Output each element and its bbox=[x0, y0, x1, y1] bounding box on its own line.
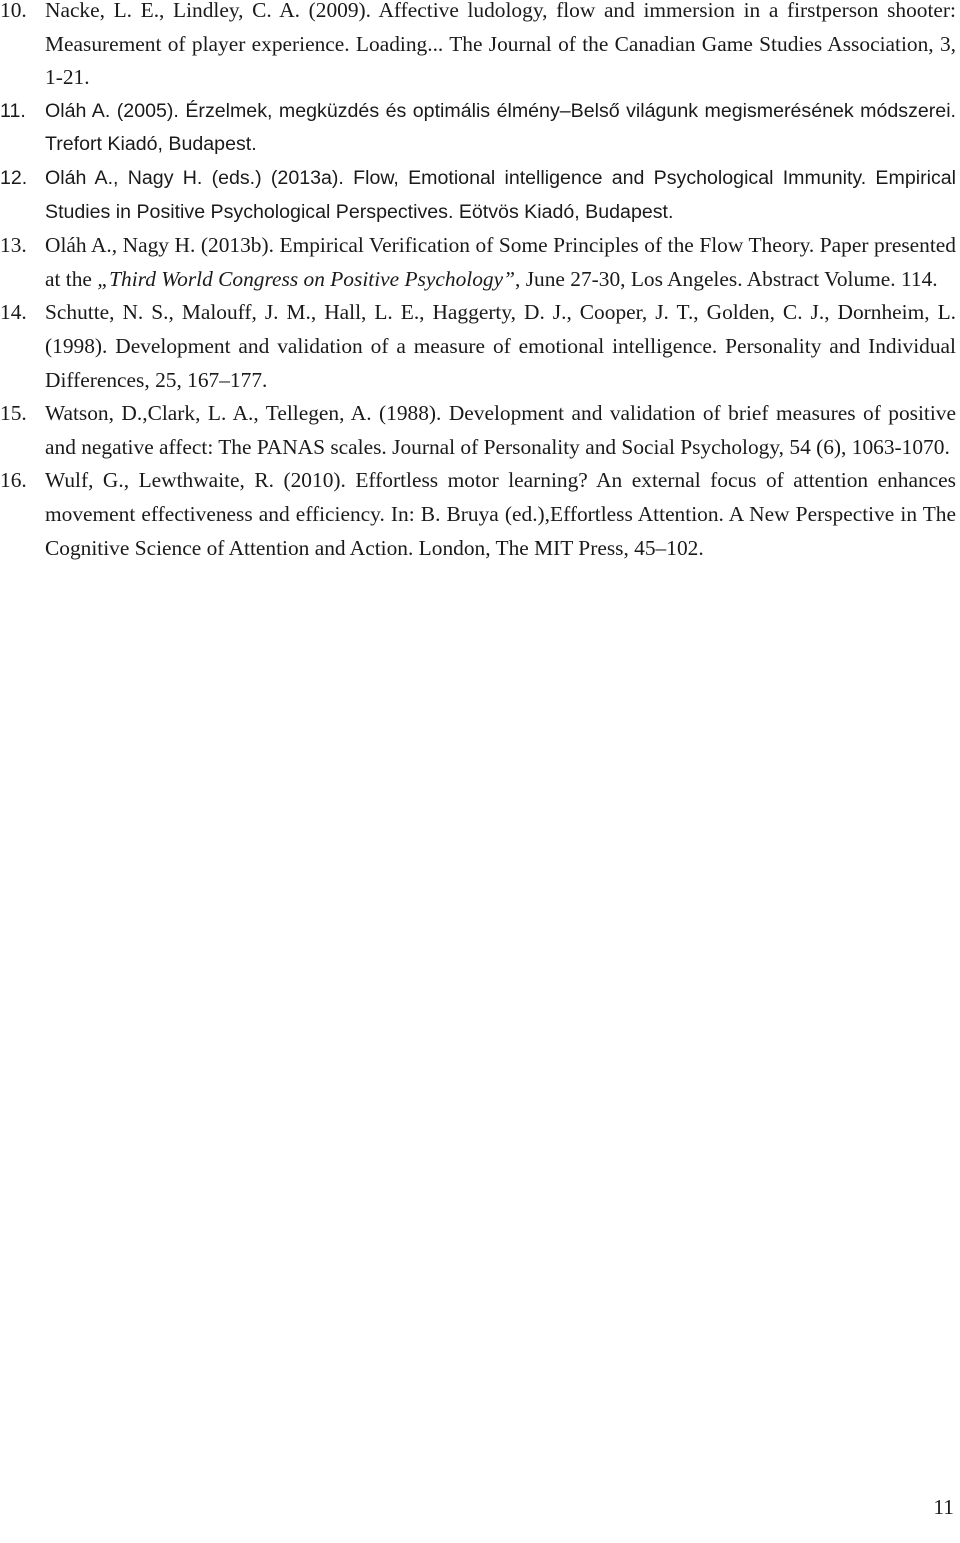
reference-text bbox=[45, 229, 956, 296]
reference-number: 13. bbox=[0, 233, 27, 258]
reference-text: Oláh A. (2005). Érzelmek, megküzdés és optimális élmény–Belső világunk megismerésének módszerei. Trefort Kiadó, Budapest. bbox=[45, 99, 956, 156]
reference-number: 15. bbox=[0, 401, 27, 426]
reference-number: 11. bbox=[0, 99, 26, 122]
reference-text-start: Oláh A., Nagy H. (2013b). Empirical Verification of Some Principles of the Flow Theory. Paper presented at the bbox=[45, 233, 956, 291]
reference-item bbox=[0, 0, 956, 95]
reference-text: Schutte, N. S., Malouff, J. M., Hall, L. E., Haggerty, D. J., Cooper, J. T., Golden, C. J., Dornheim, L. (1998). Development and validation of a measure of emotional intelligence. Personality and Individual Differences, 25, 167–177. bbox=[45, 300, 956, 392]
reference-number: 16. bbox=[0, 468, 27, 493]
reference-list bbox=[0, 0, 956, 565]
reference-item bbox=[0, 229, 956, 296]
reference-item bbox=[0, 397, 956, 464]
reference-number: 14. bbox=[0, 300, 27, 325]
reference-text: Nacke, L. E., Lindley, C. A. (2009). Affective ludology, flow and immersion in a firstperson shooter: Measurement of player experience. Loading... The Journal of the Canadian Game Studies Association, 3, 1-21. bbox=[45, 0, 956, 90]
reference-text: Oláh A., Nagy H. (eds.) (2013a). Flow, Emotional intelligence and Psychological Immunity. Empirical Studies in Positive Psychological Perspectives. Eötvös Kiadó, Budapest. bbox=[45, 166, 956, 223]
reference-text: Wulf, G., Lewthwaite, R. (2010). Effortless motor learning? An external focus of attention enhances movement effectiveness and efficiency. In: B. Bruya (ed.),Effortless Attention. A New Perspective in The Cognitive Science of Attention and Action. London, The MIT Press, 45–102. bbox=[45, 468, 956, 560]
reference-number: 10. bbox=[0, 0, 27, 22]
reference-number: 12. bbox=[0, 166, 28, 189]
reference-item bbox=[0, 296, 956, 397]
reference-item bbox=[0, 162, 956, 229]
reference-item bbox=[0, 464, 956, 565]
congress-title: „Third World Congress on Positive Psychology” bbox=[97, 266, 515, 291]
reference-item bbox=[0, 95, 956, 162]
page-number: 11 bbox=[933, 1495, 954, 1519]
reference-text: Watson, D.,Clark, L. A., Tellegen, A. (1988). Development and validation of brief measures of positive and negative affect: The PANAS scales. Journal of Personality and Social Psychology, 54 (6), 1063-1070. bbox=[45, 401, 956, 459]
reference-text-end: , June 27-30, Los Angeles. Abstract Volume. 114. bbox=[515, 266, 938, 291]
